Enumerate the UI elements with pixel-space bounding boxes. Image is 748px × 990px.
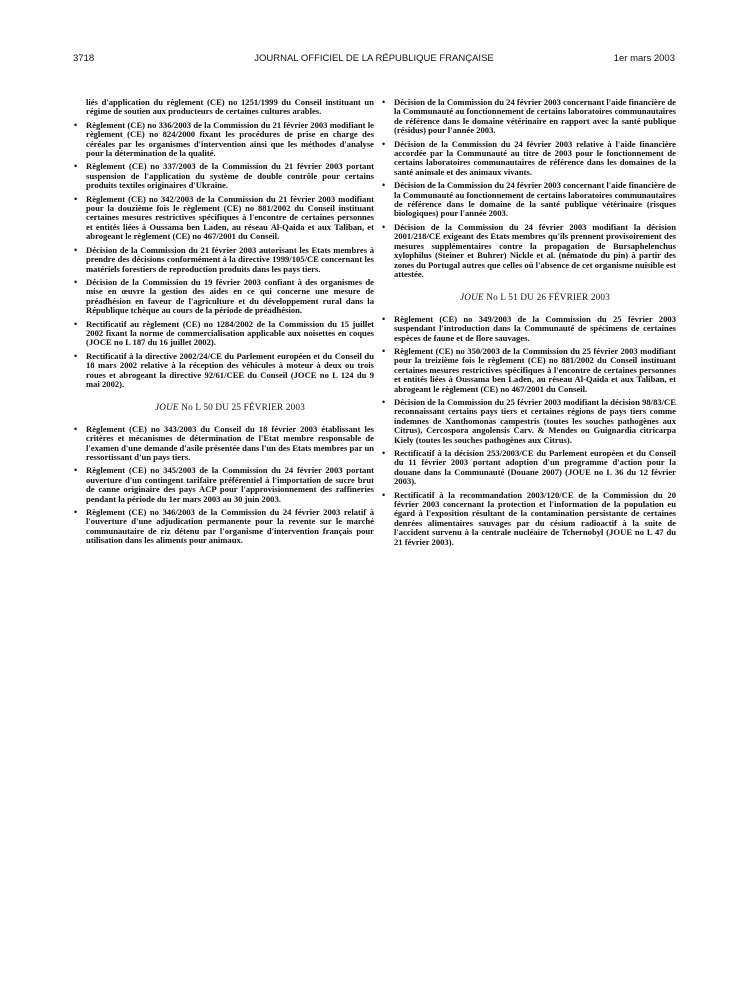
item-text: Décision de la Commission du 24 février 2003 concernant l'aide financière de la Communauté au fonctionnement de certains laboratoires communautaires de référence dans le domaine vétérinaire en rapport avec la santé publique (résidus) pour l'année 2003. <box>394 97 676 136</box>
bullet-icon: • <box>74 507 78 518</box>
item-text: Rectificatif à la directive 2002/24/CE du Parlement européen et du Conseil du 18 mars 2002 relative à la réception des véhicules à moteur à deux ou trois roues et abrogeant la directive 92/61/CEE du Conseil (JOCE no L 124 du 9 mai 2002). <box>86 350 374 389</box>
bullet-icon: • <box>382 345 386 356</box>
list-item <box>74 244 374 274</box>
list-item <box>382 138 676 178</box>
page-header <box>73 53 675 67</box>
item-text: Règlement (CE) no 350/2003 de la Commission du 25 février 2003 modifiant pour la treizième fois le règlement (CE) no 881/2002 du Conseil instituant certaines mesures restrictives spécifiques à l'encontre de certaines personnes et entités liées à Oussama ben Laden, au réseau Al-Qaida et aux Taliban, et abrogeant le règlement (CE) no 467/2001 du Conseil. <box>394 345 676 394</box>
item-text: Décision de la Commission du 19 février 2003 confiant à des organismes de mise en œuvre la gestion des aides en ce qui concerne une mesure de préadhésion en faveur de l'agriculture et du développement rural dans la République tchèque au cours de la période de préadhésion. <box>86 276 374 316</box>
bullet-icon: • <box>74 244 78 255</box>
item-text: Règlement (CE) no 337/2003 de la Commission du 21 février 2003 portant suspension de l'application du système de double contrôle pour certains produits textiles originaires d'Ukraine. <box>86 161 374 191</box>
list-item <box>382 221 676 279</box>
item-text: Décision de la Commission du 24 février 2003 modifiant la décision 2001/218/CE exigeant des Etats membres qu'ils prennent provisoirement des mesures supplémentaires contre la propagation de Bursaphelenchus xylophilus (Steiner et Buhrer) Nickle et al. (nématode du pin) à partir des zones du Portugal autres que celles où l'absence de cet organisme nuisible est attestée. <box>394 221 676 279</box>
section-title: No L 51 DU 26 FÉVRIER 2003 <box>486 292 611 303</box>
bullet-icon: • <box>74 119 78 130</box>
bullet-icon: • <box>74 465 78 476</box>
list-item <box>382 396 676 445</box>
list-item <box>382 97 676 136</box>
bullet-icon: • <box>382 396 386 407</box>
bullet-icon: • <box>382 489 386 500</box>
item-text: Règlement (CE) no 343/2003 du Conseil du 18 février 2003 établissant les critères et mécanismes de détermination de l'Etat membre responsable de l'examen d'une demande d'asile présentée dans l'un des Etats membres par un ressortissant d'un pays tiers. <box>86 423 374 462</box>
section-title: No L 50 DU 25 FÉVRIER 2003 <box>181 402 306 413</box>
list-item <box>74 350 374 390</box>
bullet-icon: • <box>74 318 78 329</box>
item-text: Règlement (CE) no 342/2003 de la Commission du 21 février 2003 modifiant pour la douzième fois le règlement (CE) no 881/2002 du Conseil instituant certaines mesures restrictives spécifiques à l'encontre de certaines personnes et entités liées à Oussama ben Laden, au réseau Al-Qaida et aux Taliban, et abrogeant le règlement (CE) no 467/2001 du Conseil. <box>86 193 374 242</box>
section-prefix: JOUE <box>154 402 179 413</box>
list-item <box>74 119 374 159</box>
list-item <box>74 193 374 242</box>
bullet-icon: • <box>382 448 386 458</box>
item-text: Décision de la Commission du 25 février 2003 modifiant la décision 98/83/CE reconnaissant certains pays tiers et certaines régions de pays tiers comme indemnes de Xanthomonas campestris (toutes les souches pathogènes aux Citrus), Cercospora angolensis Carv. & Mendes ou Guignardia citricarpa Kiely (toutes les souches pathogènes aux Citrus). <box>394 396 676 445</box>
bullet-icon: • <box>382 313 386 324</box>
item-text: Décision de la Commission du 24 février 2003 concernant l'aide financière de la Communauté au fonctionnement de certains laboratoires communautaires de référence dans le domaine de la santé publique vétérinaire (risques biologiques) pour l'année 2003. <box>394 180 676 219</box>
bullet-icon: • <box>74 193 78 204</box>
list-item <box>74 276 374 316</box>
list-item <box>74 465 374 504</box>
bullet-icon: • <box>74 276 78 287</box>
list-item <box>74 507 374 546</box>
list-item <box>382 180 676 219</box>
section-heading <box>86 403 374 412</box>
right-column <box>382 97 676 551</box>
bullet-icon: • <box>382 180 386 191</box>
bullet-icon: • <box>382 138 386 149</box>
journal-title: JOURNAL OFFICIEL DE LA RÉPUBLIQUE FRANÇAISE <box>254 53 494 64</box>
issue-date: 1er mars 2003 <box>613 53 675 64</box>
item-text: Règlement (CE) no 349/2003 de la Commission du 25 février 2003 suspendant l'introduction dans la Communauté de spécimens de certaines espèces de faune et de flore sauvages. <box>394 313 676 343</box>
item-text: Décision de la Commission du 21 février 2003 autorisant les Etats membres à prendre des décisions conformément à la directive 1999/105/CE concernant les matériels forestiers de reproduction produits dans les pays tiers. <box>86 244 374 274</box>
list-item <box>74 161 374 191</box>
item-text: Rectificatif à la décision 253/2003/CE du Parlement européen et du Conseil du 11 février 2003 portant adoption d'un programme d'action pour la douane dans la Communauté (Douane 2007) (JOUE no L 36 du 12 février 2003). <box>394 448 676 487</box>
item-text: Règlement (CE) no 345/2003 de la Commission du 24 février 2003 portant ouverture d'un contingent tarifaire préférentiel à l'importation de sucre brut de canne originaire des pays ACP pour l'approvisionnement des raffineries pendant la période du 1er mars 2003 au 30 juin 2003. <box>86 465 374 504</box>
bullet-icon: • <box>74 423 78 434</box>
bullet-icon: • <box>382 221 386 232</box>
left-column <box>74 97 374 550</box>
list-item <box>382 345 676 394</box>
item-text: Règlement (CE) no 336/2003 de la Commission du 21 février 2003 modifiant le règlement (CE) no 824/2000 fixant les procédures de prise en charge des céréales par les organismes d'intervention ainsi que les méthodes d'analyse pour la détermination de la qualité. <box>86 119 374 159</box>
list-item <box>382 448 676 487</box>
item-text: Règlement (CE) no 346/2003 de la Commission du 24 février 2003 relatif à l'ouverture d'une adjudication permanente pour la revente sur le marché communautaire de riz détenu par l'organisme d'intervention français pour utilisation dans les aliments pour animaux. <box>86 507 374 546</box>
item-text: Rectificatif à la recommandation 2003/120/CE de la Commission du 20 février 2003 concernant la protection et l'information de la population eu égard à l'exposition résultant de la contamination persistante de certaines denrées alimentaires sauvages par du césium radioactif à la suite de l'accident survenu à la centrale nucléaire de Tchernobyl (JOUE no L 47 du 21 février 2003). <box>394 489 676 547</box>
list-item <box>382 489 676 547</box>
bullet-icon: • <box>74 350 78 361</box>
bullet-icon: • <box>382 97 386 107</box>
list-item <box>74 318 374 348</box>
bullet-icon: • <box>74 161 78 172</box>
list-item <box>74 423 374 463</box>
section-prefix: JOUE <box>459 292 484 303</box>
list-item <box>382 313 676 343</box>
item-text: Décision de la Commission du 24 février 2003 relative à l'aide financière accordée par la Communauté au titre de 2003 pour le fonctionnement de certains laboratoires communautaires de référence dans les domaines de la santé animale et des animaux vivants. <box>394 138 676 177</box>
section-heading <box>394 293 676 302</box>
page-number: 3718 <box>73 53 95 64</box>
continuation-text: liés d'application du règlement (CE) no 1251/1999 du Conseil instituant un régime de soutien aux producteurs de certaines cultures arables. <box>86 97 374 117</box>
item-text: Rectificatif au règlement (CE) no 1284/2002 de la Commission du 15 juillet 2002 fixant la norme de commercialisation applicable aux noisettes en coques (JOCE no L 187 du 16 juillet 2002). <box>86 318 374 348</box>
